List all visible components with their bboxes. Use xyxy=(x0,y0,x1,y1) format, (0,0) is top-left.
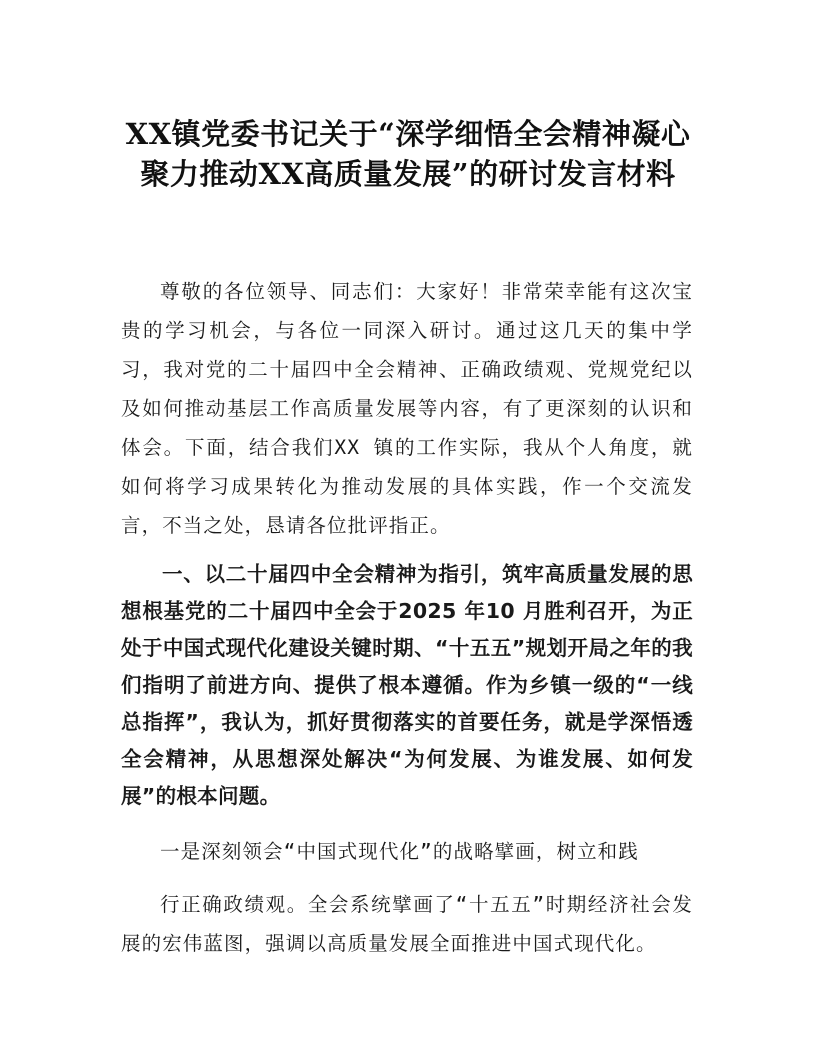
subpoint-paragraph: 一是深刻领会“中国式现代化”的战略擘画，树立和践 xyxy=(160,839,639,863)
section-heading-paragraph: 一、以二十届四中全会精神为指引，筑牢高质量发展的思想根基党的二十届四中全会于2025 年10 月胜利召开，为正处于中国式现代化建设关键时期、“十五五”规划开局之年的我们指明了前进方向、提供了根本遵循。作为乡镇一级的“一线总指挥”，我认为，抓好贯彻落实的首要任务，就是学深悟透全会精神，从思想深处解决“为何发展、为谁发展、如何发展”的根本问题。 xyxy=(121,561,693,808)
body-paragraph: 行正确政绩观。全会系统擘画了“十五五”时期经济社会发展的宏伟蓝图，强调以高质量发展全面推进中国式现代化。 xyxy=(121,892,693,955)
paragraph-greeting: 尊敬的各位领导、同志们：大家好！非常荣幸能有这次宝贵的学习机会，与各位一同深入研讨。通过这几天的集中学习，我对党的二十届四中全会精神、正确政绩观、党规党纪以及如何推动基层工作高质量发展等内容，有了更深刻的认识和体会。下面，结合我们XX 镇的工作实际，我从个人角度，就如何将学习成果转化为推动发展的具体实践，作一个交流发言，不当之处，恳请各位批评指正。 xyxy=(121,279,693,537)
document-title: XX镇党委书记关于“深学细悟全会精神凝心聚力推动XX高质量发展”的研讨发言材料 xyxy=(125,117,691,191)
